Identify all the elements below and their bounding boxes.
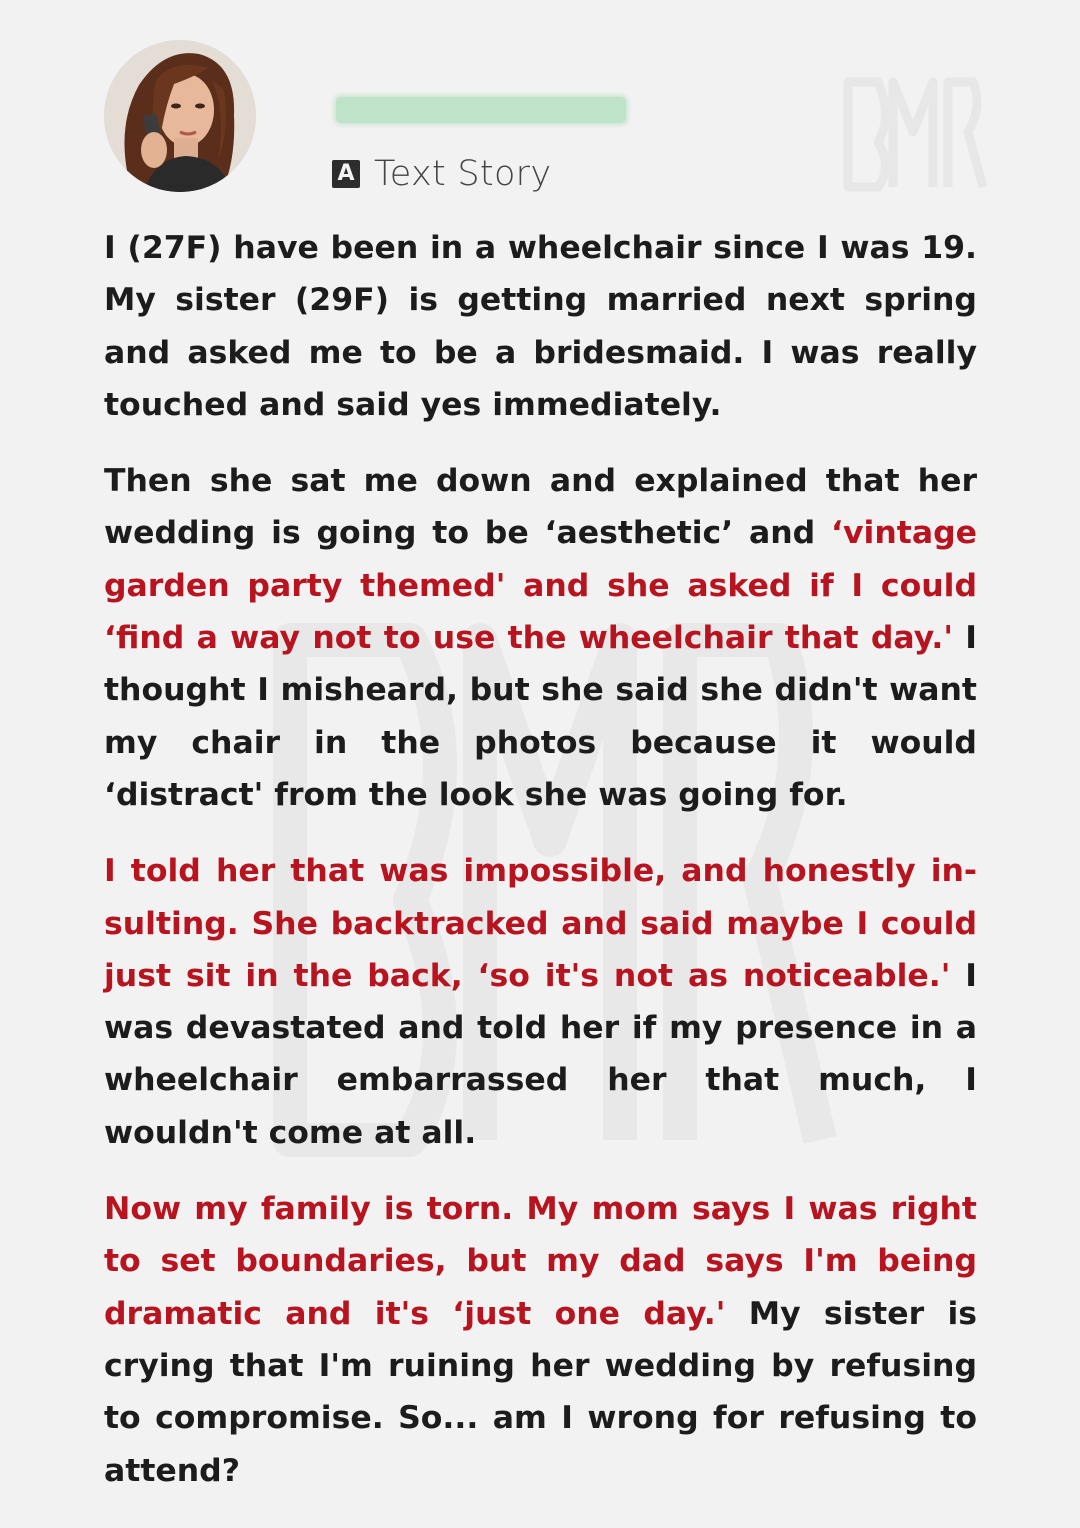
highlighted-quote: ‘vintage garden party themed' and she asked if I could ‘find a way not to use the wheelchair that day.' bbox=[104, 515, 977, 657]
paragraph-text: My sister is crying that I'm ruining her wedding by refusing to compromise. So... am I wrong for refusing to attend? bbox=[104, 1295, 977, 1489]
paragraph-3 bbox=[104, 845, 977, 1159]
paragraph-text: I was devastated and told her if my presence in a wheelchair embarrassed her that much, I wouldn't come at all. bbox=[104, 957, 977, 1151]
paragraph-text: I (27F) have been in a wheelchair since I was 19. My sister (29F) is getting married next spring and asked me to be a bridesmaid. I was really touched and said yes immediately. bbox=[104, 230, 977, 423]
avatar-photo bbox=[104, 40, 256, 192]
paragraph-text: Then she sat me down and explained that her wedding is going to be ‘aesthetic’ and bbox=[104, 463, 977, 552]
story-type-label bbox=[332, 152, 551, 196]
highlighted-quote: Now my family is torn. My mom says I was right to set boundaries, but my dad says I'm being dramatic and it's ‘just one day.' bbox=[104, 1191, 977, 1332]
paragraph-4 bbox=[104, 1183, 977, 1497]
story-body bbox=[104, 222, 977, 1521]
font-icon: A bbox=[332, 160, 360, 188]
redacted-username bbox=[336, 97, 626, 123]
avatar bbox=[104, 40, 256, 192]
paragraph-1 bbox=[104, 222, 977, 431]
highlighted-quote: I told her that was impossible, and honestly insulting. She backtracked and said maybe I could just sit in the back, ‘so it's not as noticeable.' bbox=[104, 853, 977, 994]
paragraph-text: I thought I misheard, but she said she didn't want my chair in the photos because it would ‘distract' from the look she was going for. bbox=[104, 620, 978, 813]
story-header bbox=[104, 40, 984, 210]
story-type-text: Text Story bbox=[374, 154, 552, 194]
paragraph-2 bbox=[104, 455, 977, 821]
